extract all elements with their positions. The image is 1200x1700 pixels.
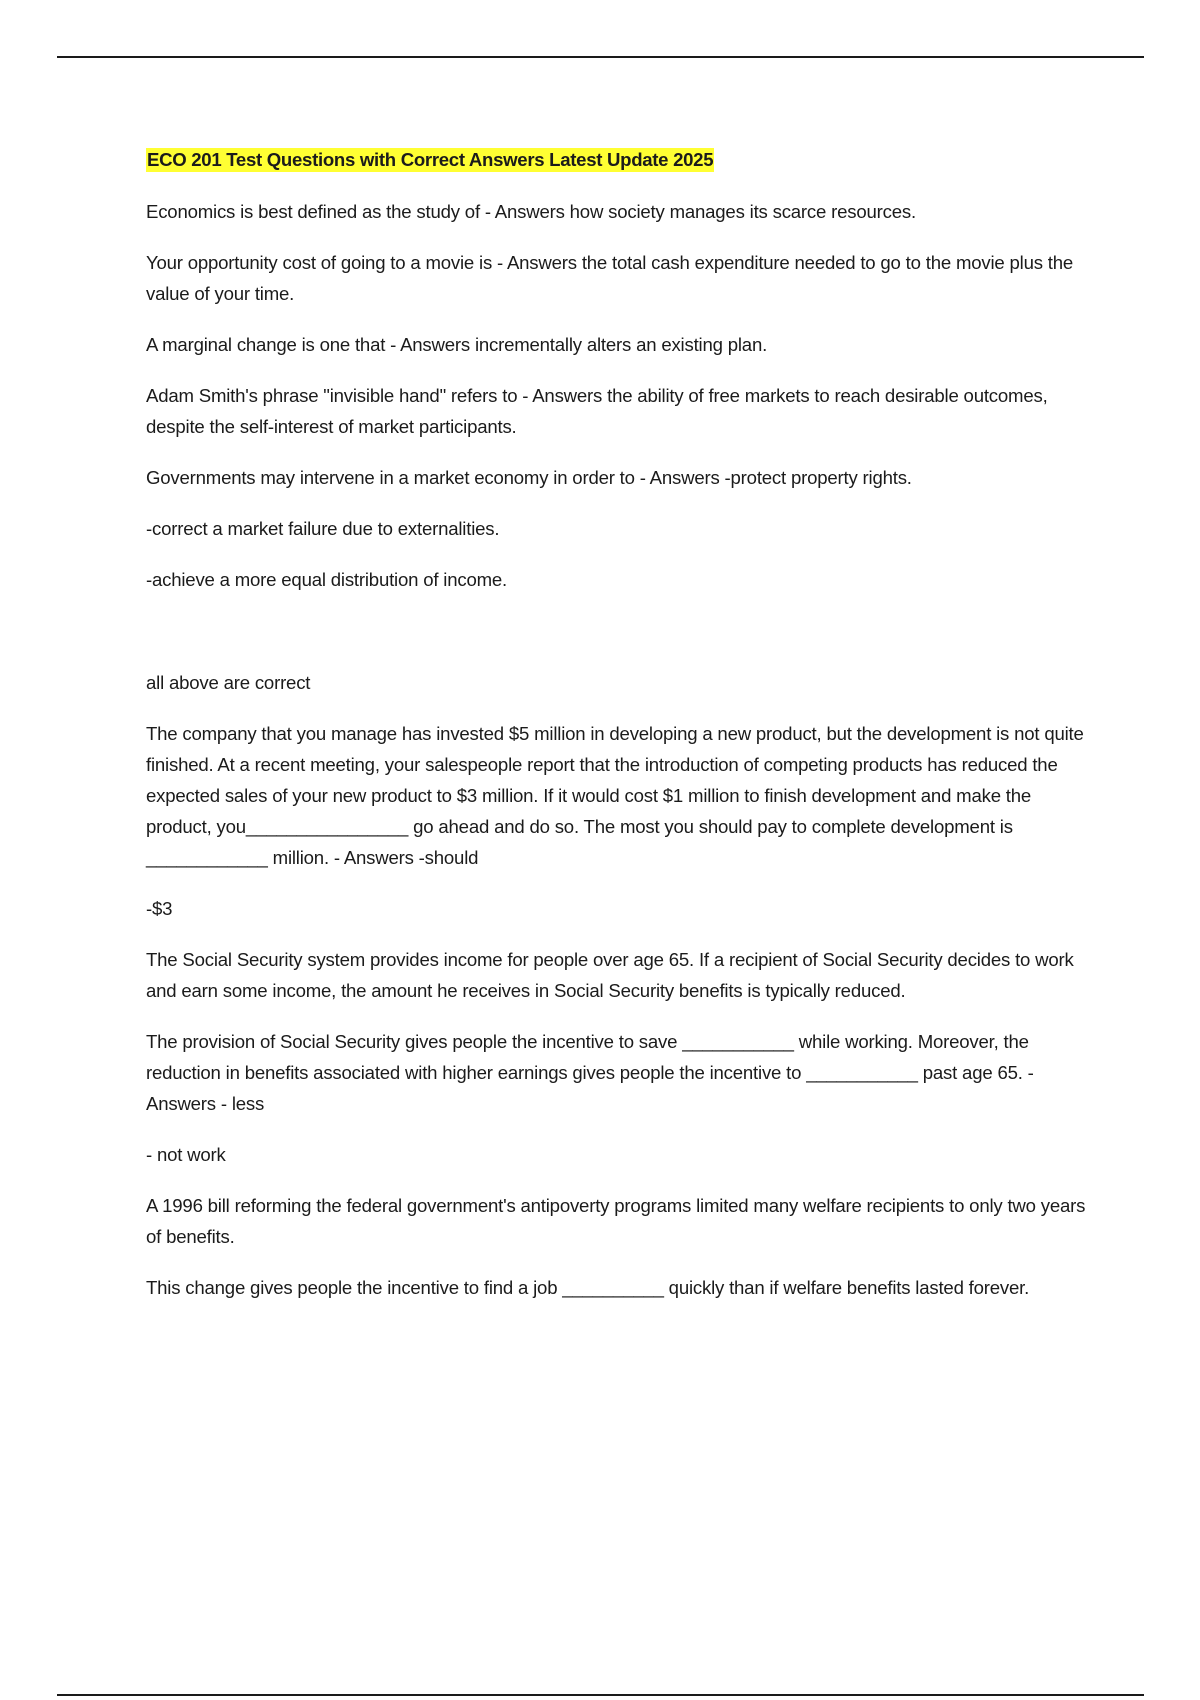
question-paragraph: Your opportunity cost of going to a movie is - Answers the total cash expenditure needed to go to the movie plus the value of your time. [146, 252, 1074, 304]
question-paragraph: A 1996 bill reforming the federal government's antipoverty programs limited many welfare recipients to only two years of benefits. [146, 1195, 1086, 1247]
page-bottom-rule [57, 1694, 1144, 1696]
answer-paragraph: -achieve a more equal distribution of income. [146, 569, 508, 590]
question-paragraph: Adam Smith's phrase "invisible hand" refers to - Answers the ability of free markets to reach desirable outcomes, despite the self-interest of market participants. [146, 385, 1048, 437]
answer-paragraph: - not work [146, 1144, 226, 1165]
title-line [146, 144, 1096, 175]
blank-space [146, 615, 1096, 667]
question-paragraph: This change gives people the incentive to find a job __________ quickly than if welfare benefits lasted forever. [146, 1277, 1030, 1298]
answer-paragraph: -correct a market failure due to externalities. [146, 518, 500, 539]
question-paragraph: The Social Security system provides income for people over age 65. If a recipient of Social Security decides to work and earn some income, the amount he receives in Social Security benefits is typically reduced. [146, 949, 1074, 1001]
question-paragraph: Economics is best defined as the study of - Answers how society manages its scarce resources. [146, 201, 916, 222]
page-top-rule [57, 56, 1144, 58]
question-paragraph: The provision of Social Security gives people the incentive to save ___________ while working. Moreover, the reduction in benefits associated with higher earnings gives people the incentive to ___________ past age 65. - Answers - less [146, 1031, 1034, 1114]
question-paragraph: A marginal change is one that - Answers incrementally alters an existing plan. [146, 334, 768, 355]
question-paragraph: The company that you manage has invested $5 million in developing a new product, but the development is not quite finished. At a recent meeting, your salespeople report that the introduction of competing products has reduced the expected sales of your new product to $3 million. If it would cost $1 million to finish development and make the product, you________________ go ahead and do so. The most you should pay to complete development is ____________ million. - Answers -should [146, 723, 1084, 868]
answer-paragraph: -$3 [146, 898, 173, 919]
question-paragraph: Governments may intervene in a market economy in order to - Answers -protect property rights. [146, 467, 912, 488]
document-title: ECO 201 Test Questions with Correct Answers Latest Update 2025 [147, 149, 714, 170]
answer-paragraph: all above are correct [146, 672, 311, 693]
document-body [146, 144, 1096, 1323]
